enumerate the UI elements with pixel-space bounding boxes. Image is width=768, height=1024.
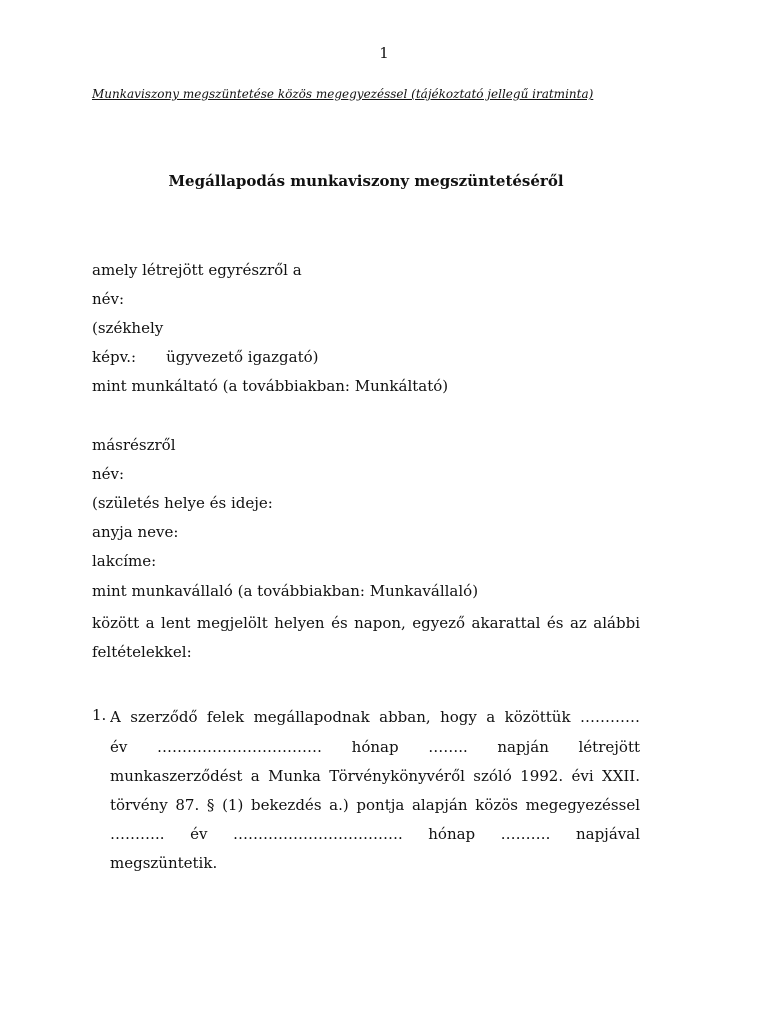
employer-role: mint munkáltató (a továbbiakban: Munkáltató) [92, 377, 449, 395]
employer-intro: amely létrejött egyrészről a [92, 261, 302, 279]
employee-birth-label: (születés helye és ideje: [92, 494, 273, 512]
document-subtitle: Munkaviszony megszüntetése közös megegyezéssel (tájékoztató jellegű iratminta) [92, 87, 594, 101]
employer-rep-value: ügyvezető igazgató) [166, 348, 319, 366]
employee-name-label: név: [92, 465, 125, 483]
clause-1-line: munkaszerződést a Munka Törvénykönyvéről szóló 1992. évi XXII. [110, 767, 640, 785]
between-line: feltételekkel: [92, 643, 192, 661]
clause-1-line: megszüntetik. [110, 854, 218, 872]
employee-intro: másrészről [92, 436, 176, 454]
clause-1-marker: 1. [92, 706, 107, 724]
page-number: 1 [379, 44, 389, 62]
employer-name-label: név: [92, 290, 125, 308]
clause-1-line: A szerződő felek megállapodnak abban, hogy a közöttük ………… [110, 708, 640, 726]
clause-1-line: ……….. év ……………………………. hónap ………. napjával [110, 825, 640, 843]
between-line: között a lent megjelölt helyen és napon, egyező akarattal és az alábbi [92, 614, 640, 632]
employee-mother-label: anyja neve: [92, 523, 179, 541]
clause-1-line: törvény 87. § (1) bekezdés a.) pontja alapján közös megegyezéssel [110, 796, 640, 814]
employee-address-label: lakcíme: [92, 552, 157, 570]
employee-role: mint munkavállaló (a továbbiakban: Munkavállaló) [92, 582, 479, 600]
employer-seat-label: (székhely [92, 319, 164, 337]
clause-1-line: év …………………………… hónap …….. napján létrejött [110, 738, 640, 756]
document-title: Megállapodás munkaviszony megszüntetéséről [168, 172, 564, 190]
employer-representative [92, 348, 319, 366]
employer-rep-label: képv.: [92, 348, 137, 366]
